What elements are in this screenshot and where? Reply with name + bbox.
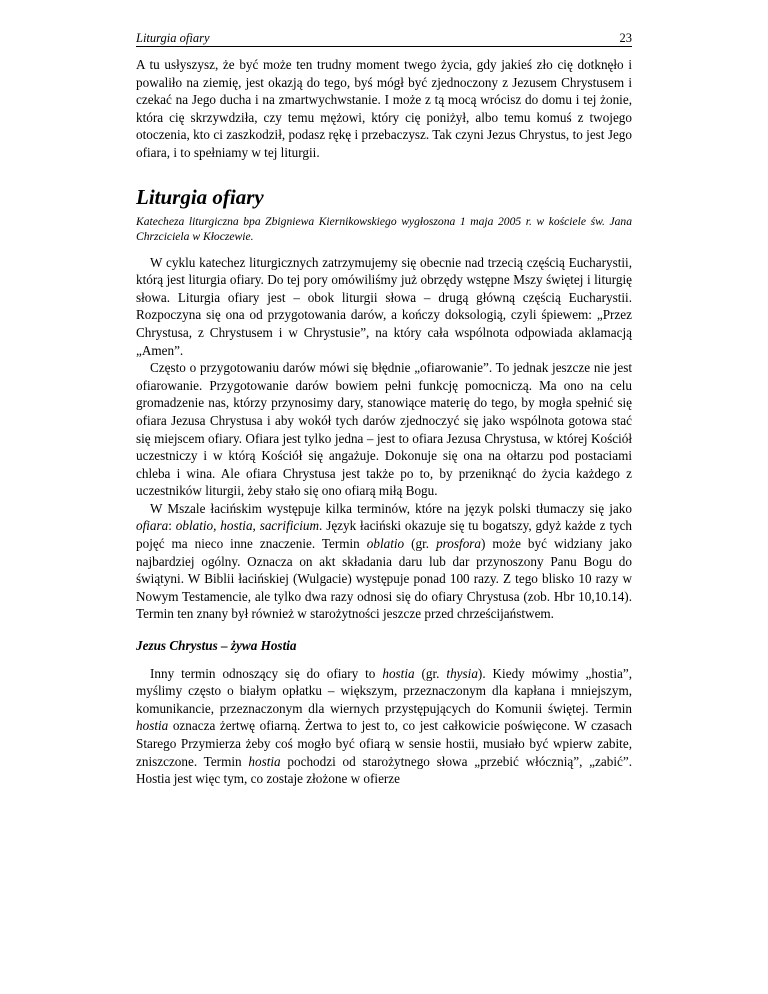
text-run: , — [213, 518, 221, 534]
italic-term: prosfora — [436, 536, 482, 552]
text-run: ). Kiedy mówimy „hostia”, myślimy często o białym opłatku – większym, przeznaczonym dla kapłana i mniejszym, komunikancie, przeznaczonym dla wiernych przystępujących do Komunii świętej. Termin — [136, 665, 633, 716]
paragraph: W cyklu katechez liturgicznych zatrzymujemy się obecnie nad trzecią częścią Eucharystii, którą jest liturgia ofiary. Do tej pory omówiliśmy już obrzędy wstępne Mszy świętej i liturgię słowa. Liturgia ofiary jest – obok liturgii słowa – drugą główną częścią Eucharystii. Rozpoczyna się ona od przygotowania darów, a kończy doksologią, czyli śpiewem: „Przez Chrystusa, z Chrystusem i w Chrystusie”, na który cała wspólnota odpowiada aklamacją „Amen”. — [136, 254, 632, 358]
italic-term: hostia — [136, 718, 169, 734]
paragraph — [136, 665, 632, 788]
running-header — [136, 26, 632, 48]
italic-term: hostia — [220, 518, 253, 534]
text-run: W Mszale łacińskim występuje kilka terminów, które na język polski tłumaczy się jako — [150, 500, 632, 516]
text-run: Inny termin odnoszący się do ofiary to — [150, 665, 383, 681]
subheading: Jezus Chrystus – żywa Hostia — [136, 638, 297, 654]
running-title: Liturgia ofiary — [136, 31, 210, 45]
intro-paragraph: A tu usłyszysz, że być może ten trudny moment twego życia, gdy jakieś zło cię dotknęło i powaliło na ziemię, jest okazją do tego, byś mógł być zjednoczony z Jezusem Chrystusem i czekać na Jego ducha i na zmartwychwstanie. I może z tą mocą wrócisz do domu i tej żonie, która cię skrzywdziła, czy temu mężowi, który cię poniżył, albo temu komuś z twojego otoczenia, kto ci zaszkodził, podasz rękę i przebaczysz. Tak czyni Jezus Chrystus, to jest Jego ofiara, i to spełniamy w tej liturgii. — [136, 57, 632, 160]
italic-term: oblatio — [366, 536, 405, 552]
paragraph — [136, 500, 632, 623]
header-rule — [136, 46, 632, 47]
text-run: , — [252, 518, 260, 534]
text-run: ) może być widziany jako najbardziej ogólny. Oznacza on akt składania daru lub dar przynoszony Panu Bogu do świątyni. W Biblii łacińskiej (Wulgacie) występuje ponad 100 razy. Z tego blisko 10 razy w Nowym Testamencie, ale tylko dwa razy odnosi się do ofiary Chrystusa (zob. Hbr 10,10.14). Termin ten znany był również w starożytności jeszcze przed chrześcijaństwem. — [136, 536, 632, 622]
paragraph: Często o przygotowaniu darów mówi się błędnie „ofiarowanie”. To jednak jeszcze nie jest ofiarowanie. Przygotowanie darów bowiem pełni funkcję pomocniczą. Ma ono na celu gromadzenie nas, którzy przynosimy dary, stanowiące materię do tego, by mogła spełnić się ofiara Jezusa Chrystusa i aby wokół tych darów zjednoczyć się jako wspólnota gotowa stać się miejscem ofiary. Ofiara jest tylko jedna – jest to ofiara Jezusa Chrystusa, w której Kościół uczestniczy i w którą Kościół się angażuje. Dokonuje się ona na ołtarzu pod postaciami chleba i wina. Ale ofiara Chrystusa jest także po to, by przeniknąć do życia każdego z uczestników liturgii, żeby stało się ono ofiarą miłą Bogu. — [136, 360, 632, 499]
text-run: oznacza żertwę ofiarną. Żertwa to jest to, co jest całkowicie poświęcone. W czasach Starego Przymierza żeby coś mogło być ofiarą w sensie hostii, musiało być wpierw zabite, zniszczone. Termin — [136, 718, 632, 769]
italic-term: hostia — [382, 665, 415, 681]
italic-term: hostia — [248, 753, 281, 769]
text-run: pochodzi od starożytnego słowa „przebić włócznią”, „zabić”. Hostia jest więc tym, co zostaje złożone w ofierze — [136, 753, 633, 787]
italic-term: ofiara — [136, 518, 169, 534]
page-number: 23 — [619, 31, 632, 45]
text-run: (gr. — [404, 536, 437, 552]
page-body — [136, 56, 632, 788]
text-run: : — [168, 518, 176, 534]
section-title: Liturgia ofiary — [136, 184, 264, 209]
italic-term: sacrificium — [259, 518, 320, 534]
italic-term: thysia — [446, 665, 478, 681]
section-subtitle: Katecheza liturgiczna bpa Zbigniewa Kiernikowskiego wygłoszona 1 maja 2005 r. w kościele św. Jana Chrzciciela w Kłoczewie. — [136, 214, 632, 243]
italic-term: oblatio — [175, 518, 214, 534]
text-run: (gr. — [414, 665, 447, 681]
text-run: . Język łaciński okazuje się tu bogatszy, gdyż każde z tych pojęć ma nieco inne znaczenie. Termin — [136, 518, 633, 552]
